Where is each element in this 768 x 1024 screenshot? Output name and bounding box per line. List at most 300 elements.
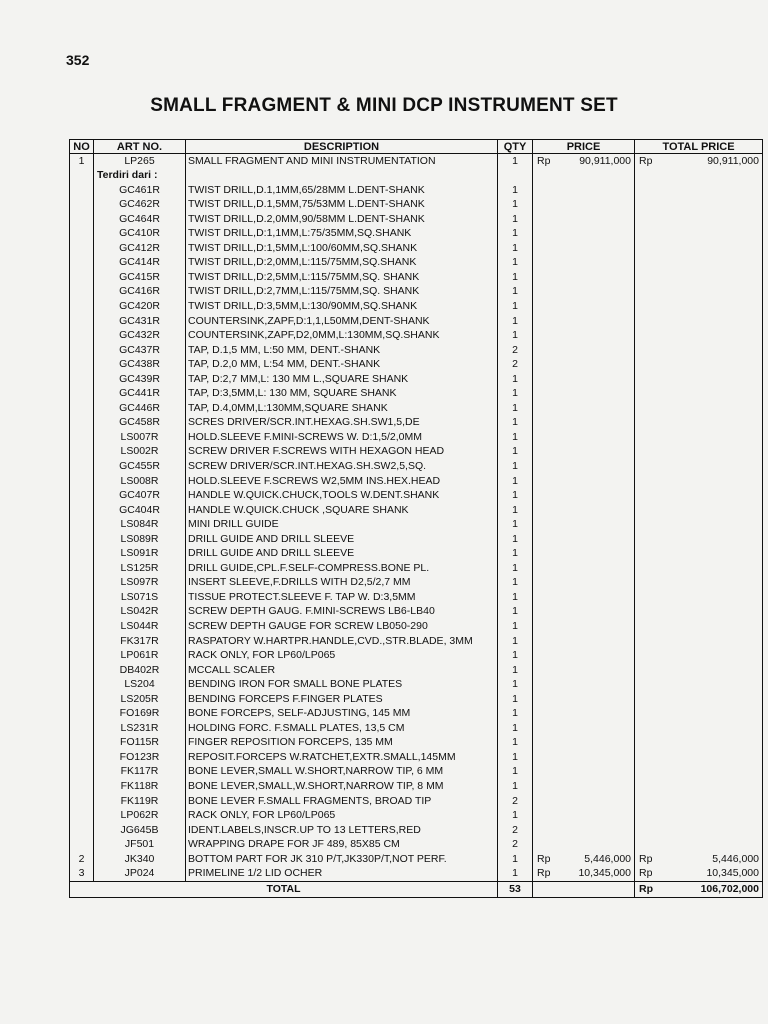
row-price [559, 387, 635, 402]
row-price [559, 823, 635, 838]
row-price [559, 212, 635, 227]
row-price [559, 343, 635, 358]
table-row [70, 343, 763, 358]
row-total-currency [635, 416, 661, 431]
row-total-currency [635, 750, 661, 765]
table-row [70, 692, 763, 707]
row-price [559, 183, 635, 198]
row-description: MINI DRILL GUIDE [186, 518, 498, 533]
row-total-price [661, 387, 763, 402]
row-total-currency: Rp [635, 154, 661, 169]
row-total-price [661, 532, 763, 547]
row-total-price [661, 634, 763, 649]
row-qty: 1 [498, 750, 533, 765]
row-qty: 1 [498, 576, 533, 591]
row-total-price [661, 736, 763, 751]
row-price-currency [533, 358, 559, 373]
row-total-currency [635, 299, 661, 314]
row-total-currency [635, 372, 661, 387]
table-row [70, 503, 763, 518]
row-qty: 1 [498, 634, 533, 649]
row-qty: 1 [498, 649, 533, 664]
row-description: TAP, D.1,5 MM, L:50 MM, DENT.-SHANK [186, 343, 498, 358]
row-price [559, 489, 635, 504]
row-qty: 1 [498, 721, 533, 736]
row-total-price [661, 561, 763, 576]
row-art-no: JP024 [94, 867, 186, 882]
row-no [70, 736, 94, 751]
row-total-currency [635, 605, 661, 620]
row-total-currency [635, 314, 661, 329]
row-no [70, 241, 94, 256]
row-total-price [661, 198, 763, 213]
row-total-currency [635, 445, 661, 460]
row-price-currency [533, 620, 559, 635]
row-price-currency [533, 838, 559, 853]
row-total-currency [635, 532, 661, 547]
row-total-price [661, 489, 763, 504]
row-qty: 1 [498, 227, 533, 242]
row-art-no: LS204 [94, 678, 186, 693]
row-price-currency [533, 518, 559, 533]
row-no [70, 401, 94, 416]
row-total-currency [635, 663, 661, 678]
row-total-currency: Rp [635, 867, 661, 882]
row-art-no: GC415R [94, 270, 186, 285]
row-no [70, 343, 94, 358]
row-description: TWIST DRILL,D:2,7MM,L:115/75MM,SQ. SHANK [186, 285, 498, 300]
table-row [70, 809, 763, 824]
row-total-currency [635, 620, 661, 635]
row-total-price [661, 605, 763, 620]
row-qty: 1 [498, 692, 533, 707]
row-art-no: GC462R [94, 198, 186, 213]
row-no [70, 692, 94, 707]
row-price [559, 547, 635, 562]
row-qty: 1 [498, 401, 533, 416]
table-row [70, 590, 763, 605]
table-row [70, 329, 763, 344]
row-art-no: GC414R [94, 256, 186, 271]
row-description: SMALL FRAGMENT AND MINI INSTRUMENTATION [186, 154, 498, 169]
row-art-no: GC410R [94, 227, 186, 242]
row-art-no: FO115R [94, 736, 186, 751]
row-total-currency [635, 780, 661, 795]
row-art-no: GC412R [94, 241, 186, 256]
row-qty: 1 [498, 605, 533, 620]
row-description: BENDING IRON FOR SMALL BONE PLATES [186, 678, 498, 693]
table-row [70, 547, 763, 562]
table-row [70, 532, 763, 547]
row-no [70, 227, 94, 242]
row-qty: 1 [498, 809, 533, 824]
row-price-currency [533, 372, 559, 387]
table-row [70, 387, 763, 402]
row-art-no: JG645B [94, 823, 186, 838]
row-total-price [661, 838, 763, 853]
row-no [70, 707, 94, 722]
row-total-currency [635, 518, 661, 533]
row-total-price [661, 285, 763, 300]
row-price-currency [533, 649, 559, 664]
row-total-currency [635, 721, 661, 736]
row-price [559, 692, 635, 707]
row-no [70, 649, 94, 664]
row-description: RACK ONLY, FOR LP60/LP065 [186, 649, 498, 664]
header-art-no: ART NO. [94, 140, 186, 154]
row-qty: 1 [498, 212, 533, 227]
row-price-currency [533, 387, 559, 402]
table-row [70, 794, 763, 809]
total-label: TOTAL [70, 882, 498, 898]
row-total-price [661, 329, 763, 344]
table-row [70, 358, 763, 373]
row-description: RASPATORY W.HARTPR.HANDLE,CVD.,STR.BLADE, 3MM [186, 634, 498, 649]
row-art-no: FO169R [94, 707, 186, 722]
row-total-price [661, 750, 763, 765]
row-price-currency [533, 430, 559, 445]
row-description: COUNTERSINK,ZAPF,D2,0MM,L:130MM,SQ.SHANK [186, 329, 498, 344]
table-row [70, 401, 763, 416]
row-description: DRILL GUIDE,CPL.F.SELF-COMPRESS.BONE PL. [186, 561, 498, 576]
row-price [559, 620, 635, 635]
row-price-currency [533, 227, 559, 242]
table-row [70, 445, 763, 460]
row-art-no: GC407R [94, 489, 186, 504]
table-row [70, 707, 763, 722]
row-no [70, 329, 94, 344]
row-total-currency [635, 765, 661, 780]
row-no [70, 605, 94, 620]
row-price [559, 576, 635, 591]
table-row [70, 780, 763, 795]
row-total-currency [635, 692, 661, 707]
row-price-currency [533, 198, 559, 213]
row-no: 2 [70, 852, 94, 867]
row-qty: 1 [498, 765, 533, 780]
row-description: TAP, D.2,0 MM, L:54 MM, DENT.-SHANK [186, 358, 498, 373]
row-price-currency [533, 678, 559, 693]
row-description: SCRES DRIVER/SCR.INT.HEXAG.SH.SW1,5,DE [186, 416, 498, 431]
row-price [559, 198, 635, 213]
row-price-currency [533, 823, 559, 838]
row-art-no: JK340 [94, 852, 186, 867]
row-price [559, 605, 635, 620]
row-no [70, 430, 94, 445]
row-no: 3 [70, 867, 94, 882]
row-price-currency [533, 736, 559, 751]
row-price: 10,345,000 [559, 867, 635, 882]
row-art-no: FK118R [94, 780, 186, 795]
table-row [70, 198, 763, 213]
total-amount: 106,702,000 [661, 882, 763, 898]
row-art-no: LS125R [94, 561, 186, 576]
row-price-currency [533, 256, 559, 271]
table-row [70, 765, 763, 780]
consists-of-label: Terdiri dari : [94, 169, 186, 184]
row-art-no: GC416R [94, 285, 186, 300]
row-total-price [661, 314, 763, 329]
row-price-currency [533, 532, 559, 547]
row-qty: 2 [498, 794, 533, 809]
row-no [70, 532, 94, 547]
row-total-price [661, 183, 763, 198]
row-price-currency [533, 547, 559, 562]
row-qty: 1 [498, 780, 533, 795]
total-qty: 53 [498, 882, 533, 898]
row-price [559, 721, 635, 736]
row-qty: 1 [498, 867, 533, 882]
row-total-price [661, 358, 763, 373]
row-qty: 1 [498, 445, 533, 460]
row-total-currency [635, 678, 661, 693]
row-art-no: GC458R [94, 416, 186, 431]
row-price-currency: Rp [533, 867, 559, 882]
row-art-no: LS044R [94, 620, 186, 635]
row-total-currency [635, 212, 661, 227]
row-qty: 1 [498, 198, 533, 213]
row-price [559, 314, 635, 329]
row-no [70, 198, 94, 213]
row-total-currency [635, 401, 661, 416]
row-price [559, 794, 635, 809]
row-description: REPOSIT.FORCEPS W.RATCHET,EXTR.SMALL,145MM [186, 750, 498, 765]
row-qty: 1 [498, 532, 533, 547]
row-no [70, 314, 94, 329]
row-price-currency [533, 285, 559, 300]
row-price [559, 765, 635, 780]
row-total-currency [635, 823, 661, 838]
row-price-currency [533, 459, 559, 474]
row-art-no: GC464R [94, 212, 186, 227]
page-number: 352 [66, 52, 90, 68]
row-art-no: LS231R [94, 721, 186, 736]
row-description: TWIST DRILL,D.1,5MM,75/53MM L.DENT-SHANK [186, 198, 498, 213]
table-row [70, 489, 763, 504]
row-qty: 1 [498, 314, 533, 329]
row-total-currency [635, 561, 661, 576]
row-total-price [661, 590, 763, 605]
table-row [70, 605, 763, 620]
row-art-no: LS097R [94, 576, 186, 591]
row-price-currency [533, 750, 559, 765]
row-price [559, 678, 635, 693]
row-price-currency [533, 241, 559, 256]
row-price-currency [533, 329, 559, 344]
row-art-no: FK317R [94, 634, 186, 649]
row-total-price [661, 678, 763, 693]
table-row [70, 474, 763, 489]
row-total-price [661, 430, 763, 445]
row-total-price [661, 270, 763, 285]
row-total-currency [635, 198, 661, 213]
row-description: SCREW DRIVER/SCR.INT.HEXAG.SH.SW2,5,SQ. [186, 459, 498, 474]
table-row [70, 459, 763, 474]
row-price [559, 474, 635, 489]
row-total-currency [635, 590, 661, 605]
row-total-currency [635, 503, 661, 518]
row-no [70, 750, 94, 765]
row-description: TWIST DRILL,D.1,1MM,65/28MM L.DENT-SHANK [186, 183, 498, 198]
table-row [70, 561, 763, 576]
row-price [559, 329, 635, 344]
row-qty: 1 [498, 489, 533, 504]
table-row [70, 299, 763, 314]
table-row [70, 372, 763, 387]
row-total-price [661, 765, 763, 780]
table-row [70, 620, 763, 635]
row-qty: 1 [498, 707, 533, 722]
row-price-currency [533, 489, 559, 504]
row-art-no: GC461R [94, 183, 186, 198]
row-art-no: LS091R [94, 547, 186, 562]
row-total-currency [635, 809, 661, 824]
row-total-currency [635, 256, 661, 271]
row-total-price [661, 721, 763, 736]
table-row [70, 736, 763, 751]
row-description: TAP, D:2,7 MM,L: 130 MM L.,SQUARE SHANK [186, 372, 498, 387]
row-price-currency [533, 561, 559, 576]
row-description: INSERT SLEEVE,F.DRILLS WITH D2,5/2,7 MM [186, 576, 498, 591]
table-row [70, 823, 763, 838]
row-price: 90,911,000 [559, 154, 635, 169]
table-row [70, 241, 763, 256]
table-row [70, 212, 763, 227]
row-art-no: FK117R [94, 765, 186, 780]
row-price [559, 634, 635, 649]
row-art-no: GC439R [94, 372, 186, 387]
row-no [70, 576, 94, 591]
row-price-currency [533, 314, 559, 329]
table-row [70, 663, 763, 678]
row-description: BONE LEVER,SMALL,W.SHORT,NARROW TIP, 8 MM [186, 780, 498, 795]
table-row [70, 270, 763, 285]
row-description: TWIST DRILL,D:3,5MM,L:130/90MM,SQ.SHANK [186, 299, 498, 314]
row-no [70, 270, 94, 285]
row-qty: 1 [498, 518, 533, 533]
row-price [559, 241, 635, 256]
row-price-currency [533, 576, 559, 591]
header-qty: QTY [498, 140, 533, 154]
row-total-price [661, 620, 763, 635]
row-no [70, 183, 94, 198]
row-qty: 1 [498, 329, 533, 344]
row-qty: 1 [498, 154, 533, 169]
row-description: FINGER REPOSITION FORCEPS, 135 MM [186, 736, 498, 751]
row-qty: 1 [498, 416, 533, 431]
header-no: NO [70, 140, 94, 154]
row-price-currency [533, 765, 559, 780]
document-title: SMALL FRAGMENT & MINI DCP INSTRUMENT SET [150, 95, 618, 116]
row-price-currency [533, 212, 559, 227]
total-row [70, 882, 763, 898]
table-row [70, 838, 763, 853]
row-total-price [661, 299, 763, 314]
row-total-currency [635, 794, 661, 809]
row-price [559, 750, 635, 765]
row-qty: 1 [498, 678, 533, 693]
row-no [70, 721, 94, 736]
row-qty: 1 [498, 561, 533, 576]
row-total-currency [635, 707, 661, 722]
row-total-price [661, 227, 763, 242]
row-qty: 1 [498, 285, 533, 300]
row-qty: 1 [498, 547, 533, 562]
row-description: SCREW DEPTH GAUGE FOR SCREW LB050-290 [186, 620, 498, 635]
row-total-currency [635, 270, 661, 285]
row-total-price [661, 445, 763, 460]
row-description: TWIST DRILL,D:2,5MM,L:115/75MM,SQ. SHANK [186, 270, 498, 285]
row-price-currency: Rp [533, 852, 559, 867]
row-price [559, 809, 635, 824]
row-no [70, 212, 94, 227]
table-row-item [70, 852, 763, 867]
row-total-price [661, 212, 763, 227]
row-price-currency [533, 445, 559, 460]
row-description: HOLD.SLEEVE F.SCREWS W2,5MM INS.HEX.HEAD [186, 474, 498, 489]
row-no [70, 474, 94, 489]
table-row [70, 314, 763, 329]
row-no [70, 416, 94, 431]
price-table [69, 139, 763, 898]
row-price [559, 256, 635, 271]
row-art-no: LS084R [94, 518, 186, 533]
row-art-no: LS071S [94, 590, 186, 605]
row-price-currency [533, 503, 559, 518]
row-description: IDENT.LABELS,INSCR.UP TO 13 LETTERS,RED [186, 823, 498, 838]
row-total-currency [635, 329, 661, 344]
row-price [559, 780, 635, 795]
header-total-price: TOTAL PRICE [635, 140, 763, 154]
row-total-price [661, 343, 763, 358]
row-art-no: GC432R [94, 329, 186, 344]
row-description: DRILL GUIDE AND DRILL SLEEVE [186, 547, 498, 562]
row-price [559, 561, 635, 576]
row-no [70, 809, 94, 824]
row-art-no: GC404R [94, 503, 186, 518]
row-price [559, 299, 635, 314]
row-no [70, 561, 94, 576]
row-art-no: LS008R [94, 474, 186, 489]
table-row [70, 678, 763, 693]
table-row [70, 227, 763, 242]
row-price-currency [533, 692, 559, 707]
row-total-currency [635, 649, 661, 664]
row-price [559, 838, 635, 853]
row-qty: 1 [498, 590, 533, 605]
row-no [70, 372, 94, 387]
row-price [559, 590, 635, 605]
row-total-currency [635, 576, 661, 591]
row-qty: 1 [498, 663, 533, 678]
row-price [559, 663, 635, 678]
row-art-no: LS042R [94, 605, 186, 620]
row-price-currency [533, 401, 559, 416]
row-price-currency [533, 474, 559, 489]
row-price-currency [533, 270, 559, 285]
table-row [70, 750, 763, 765]
row-no [70, 518, 94, 533]
row-price-currency [533, 721, 559, 736]
row-no [70, 794, 94, 809]
row-description: TISSUE PROTECT.SLEEVE F. TAP W. D:3,5MM [186, 590, 498, 605]
row-total-price [661, 547, 763, 562]
row-price-currency [533, 794, 559, 809]
row-no [70, 256, 94, 271]
row-no [70, 663, 94, 678]
row-total-price [661, 692, 763, 707]
row-price [559, 416, 635, 431]
